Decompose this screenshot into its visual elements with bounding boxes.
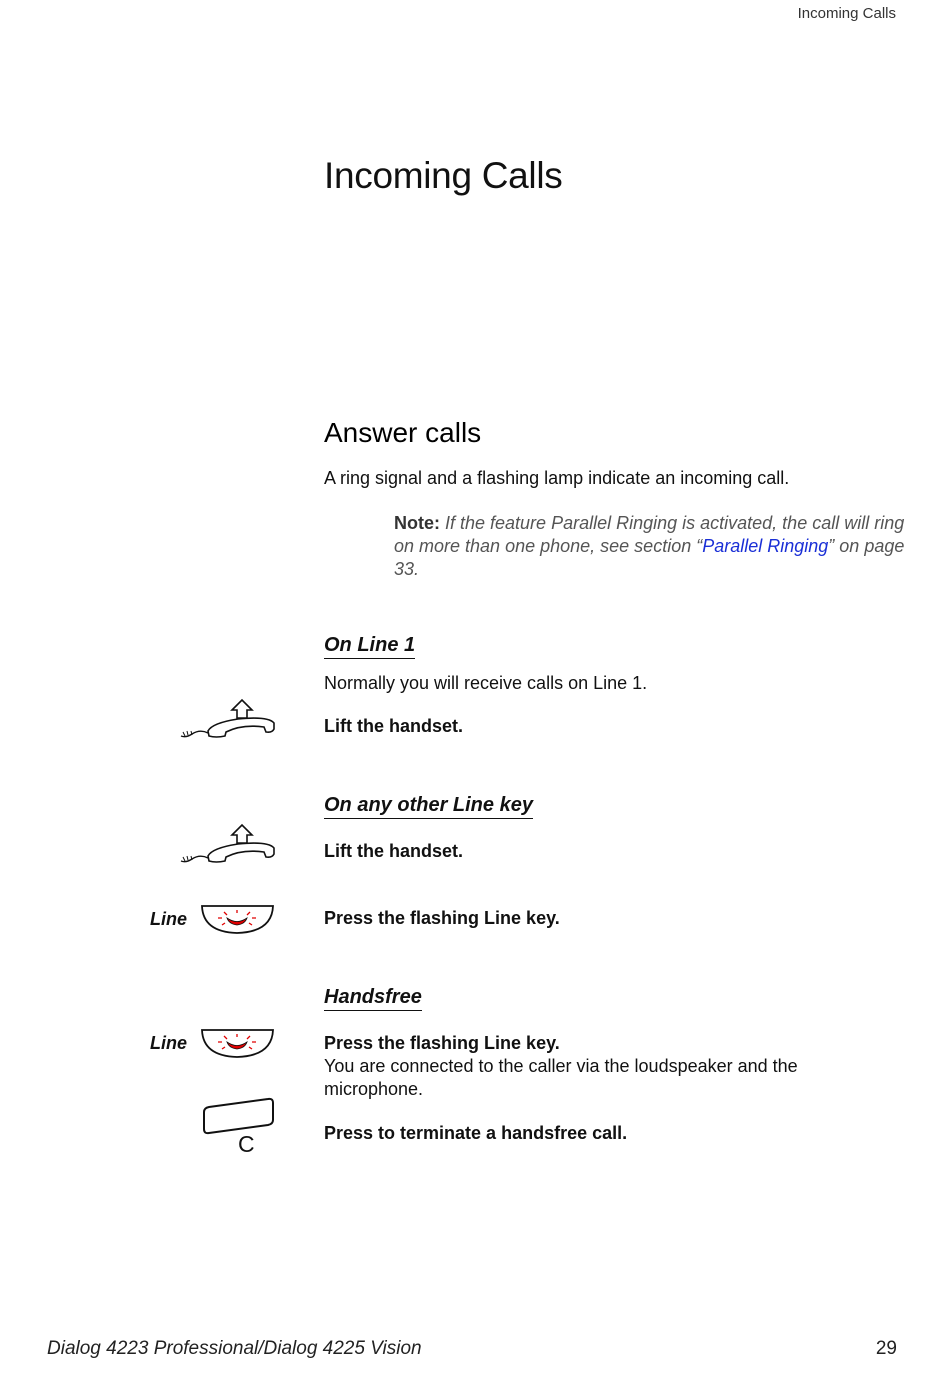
line1-step-lift: Lift the handset. — [324, 716, 463, 736]
note-text-after: ” on page 33. — [394, 536, 905, 579]
other-line-step-lift: Lift the handset. — [324, 841, 463, 861]
line1-text: Normally you will receive calls on Line 1. — [324, 673, 648, 693]
chapter-title: Incoming Calls — [324, 155, 563, 196]
note-label: Note: — [394, 513, 440, 533]
handsfree-step-press: Press the flashing Line key. — [324, 1033, 560, 1053]
line-key-label: Line — [150, 909, 188, 929]
flashing-line-key-icon[interactable] — [200, 904, 276, 936]
subheading-line1: On Line 1 — [324, 634, 415, 659]
section-title: Answer calls — [324, 417, 482, 448]
footer-product: Dialog 4223 Professional/Dialog 4225 Vision — [47, 1338, 422, 1359]
handsfree-step-detail: You are connected to the caller via the loudspeaker and the microphone. — [324, 1056, 798, 1099]
clear-key-label: C — [238, 1131, 255, 1157]
other-line-step-press: Press the flashing Line key. — [324, 908, 560, 928]
flashing-line-key-icon[interactable] — [200, 1028, 276, 1060]
note-text-before: If the feature Parallel Ringing is activated, the call will ring on more than one phone, see section “ — [394, 513, 905, 556]
page-number: 29 — [875, 1338, 897, 1359]
note — [394, 512, 909, 581]
subheading-other-line: On any other Line key — [324, 794, 533, 819]
handsfree-step-terminate: Press to terminate a handsfree call. — [324, 1123, 628, 1143]
lift-handset-icon — [178, 696, 278, 744]
subheading-handsfree: Handsfree — [324, 986, 422, 1011]
lift-handset-icon — [178, 821, 278, 869]
parallel-ringing-link[interactable]: Parallel Ringing — [702, 536, 829, 556]
intro-text: A ring signal and a flashing lamp indicate an incoming call. — [324, 468, 790, 488]
running-header: Incoming Calls — [797, 5, 896, 22]
line-key-label: Line — [150, 1033, 188, 1053]
